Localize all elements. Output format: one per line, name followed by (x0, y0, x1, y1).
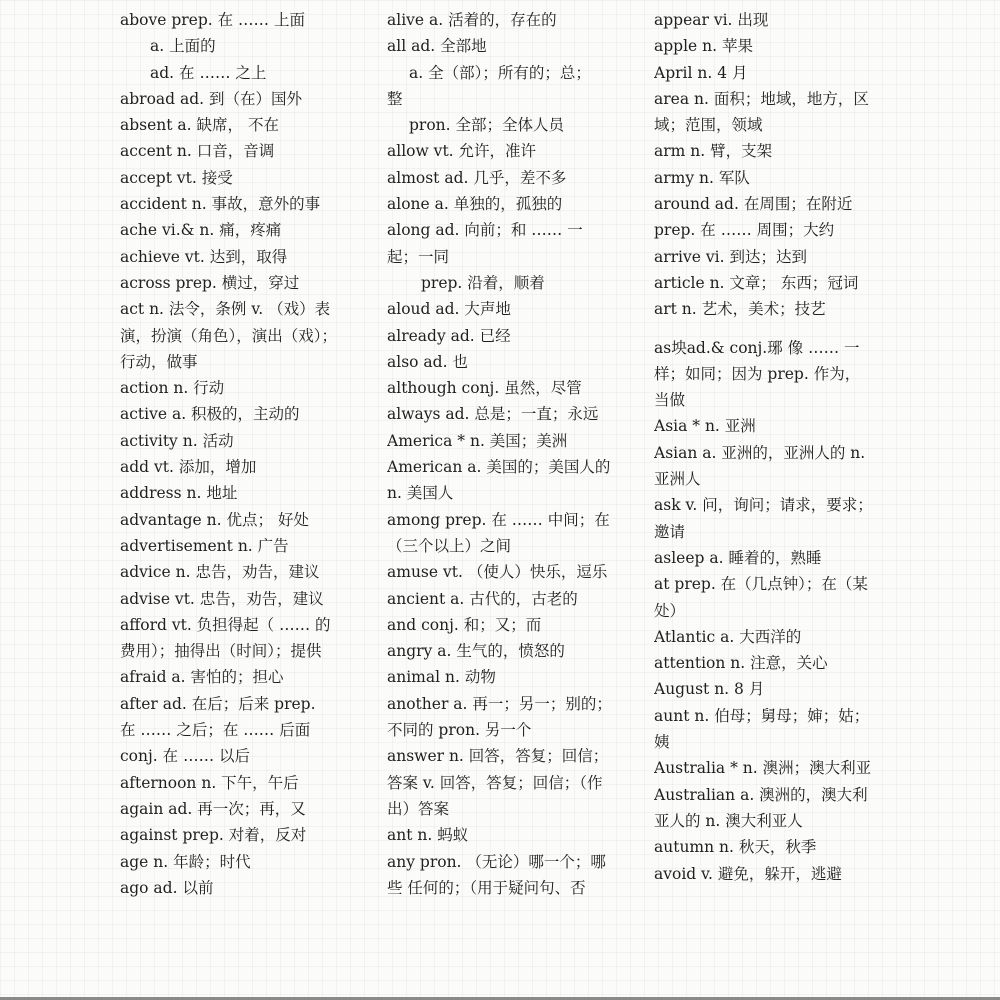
entry-line: alone a. 单独的，孤独的 (387, 195, 563, 214)
entry-line: answer n. 回答，答复；回信； (387, 747, 609, 766)
entry-line: a. 上面的 (150, 37, 216, 56)
entry-line: 些 任何的；（用于疑问句、否 (387, 878, 586, 897)
entry-line: 答案 v. 回答，答复；回信；（作 (387, 773, 603, 792)
vocab-column-3 (654, 7, 886, 887)
entry-line: accent n. 口音，音调 (120, 142, 275, 161)
entry-line: allow vt. 允许，准许 (387, 142, 537, 161)
entry-line: almost ad. 几乎，差不多 (387, 168, 567, 187)
entry-line: army n. 军队 (654, 168, 750, 187)
entry-line: 费用）；抽得出（时间）；提供 (120, 642, 322, 661)
entry-line: 不同的 pron. 另一个 (387, 721, 532, 740)
entry-line: Atlantic a. 大西洋的 (654, 627, 802, 646)
entry-line: all ad. 全部地 (387, 37, 487, 56)
entry-line: act n. 法令，条例 v. （戏）表 (120, 300, 331, 319)
entry-line: 在 …… 之后；在 …… 后面 (120, 721, 311, 740)
entry-line: a. 全（部）；所有的；总； (409, 63, 591, 82)
entry-line: add vt. 添加，增加 (120, 458, 257, 477)
entry-line: advice n. 忠告，劝告，建议 (120, 563, 320, 582)
entry-line: also ad. 也 (387, 352, 468, 371)
entry-line: prep. 沿着，顺着 (421, 273, 545, 292)
entry-line: 邀请 (654, 522, 686, 541)
entry-line: achieve vt. 达到，取得 (120, 247, 288, 266)
entry-line: again ad. 再一次；再，又 (120, 799, 306, 818)
entry-line: arrive vi. 到达；达到 (654, 247, 807, 266)
entry-line: Asia * n. 亚洲 (654, 417, 756, 436)
entry-line: alive a. 活着的，存在的 (387, 11, 557, 29)
entry-line: among prep. 在 …… 中间；在 (387, 510, 610, 529)
entry-line: 样；如同；因为 prep. 作为， (654, 364, 861, 383)
entry-line: another a. 再一；另一；别的； (387, 694, 612, 713)
entry-line: as坱ad.& conj.琊 像 …… 一 (654, 338, 860, 357)
entry-line: （三个以上）之间 (387, 536, 512, 555)
entry-line: already ad. 已经 (387, 326, 511, 345)
entry-line: along ad. 向前；和 …… 一 (387, 221, 583, 240)
entry-line: animal n. 动物 (387, 668, 496, 687)
entry-line: 起；一同 (387, 247, 450, 266)
entry-line: 亚洲人 (654, 470, 701, 489)
entry-line: at prep. 在（几点钟）；在（某 (654, 575, 868, 594)
entry-line: pron. 全部；全体人员 (409, 116, 565, 135)
vocab-column-1 (120, 7, 356, 901)
entry-line: autumn n. 秋天，秋季 (654, 838, 817, 857)
entry-line: aloud ad. 大声地 (387, 300, 511, 319)
entry-line: apple n. 苹果 (654, 37, 753, 56)
entry-line: 处） (654, 601, 686, 620)
entry-line: active a. 积极的，主动的 (120, 405, 300, 424)
entry-line: Australian a. 澳洲的，澳大利 (654, 785, 868, 804)
entry-line: across prep. 横过，穿过 (120, 273, 300, 292)
entry-line: afternoon n. 下午，午后 (120, 773, 299, 792)
entry-line: ant n. 蚂蚁 (387, 826, 469, 845)
entry-line: advantage n. 优点； 好处 (120, 510, 309, 529)
entry-line: address n. 地址 (120, 484, 238, 503)
entry-line: 出）答案 (387, 799, 450, 818)
entry-line: although conj. 虽然，尽管 (387, 379, 582, 398)
entry-line: ago ad. 以前 (120, 878, 214, 897)
entry-line: action n. 行动 (120, 379, 225, 398)
entry-line: around ad. 在周围；在附近 (654, 195, 853, 214)
entry-line: advise vt. 忠告，劝告，建议 (120, 589, 324, 608)
entry-line: article n. 文章； 东西；冠词 (654, 273, 859, 292)
entry-line: American a. 美国的；美国人的 (387, 458, 611, 477)
entry-line: ache vi.& n. 痛，疼痛 (120, 221, 282, 240)
entry-line: attention n. 注意，关心 (654, 654, 828, 673)
entry-line: always ad. 总是；一直；永远 (387, 405, 599, 424)
entry-line: advertisement n. 广告 (120, 536, 289, 555)
entry-line: 演，扮演（角色），演出（戏）； (120, 326, 338, 345)
entry-line: 域；范围，领域 (654, 116, 763, 135)
entry-line: activity n. 活动 (120, 431, 234, 450)
entry-line: against prep. 对着，反对 (120, 826, 307, 845)
entry-line: and conj. 和；又；而 (387, 615, 542, 634)
entry-line: 姨 (654, 733, 670, 752)
entry-line: prep. 在 …… 周围；大约 (654, 221, 835, 240)
entry-line: amuse vt. （使人）快乐，逗乐 (387, 563, 608, 582)
entry-line: conj. 在 …… 以后 (120, 747, 251, 766)
entry-line: asleep a. 睡着的，熟睡 (654, 548, 822, 567)
vocab-column-2 (387, 7, 621, 901)
entry-line: above prep. 在 …… 上面 (120, 11, 305, 29)
entry-line: 行动，做事 (120, 352, 198, 371)
entry-line: 当做 (654, 391, 686, 410)
entry-line: avoid v. 避免，躲开，逃避 (654, 864, 842, 883)
entry-line: April n. 4 月 (654, 63, 748, 82)
entry-line: angry a. 生气的，愤怒的 (387, 642, 565, 661)
entry-line: 整 (387, 89, 403, 108)
entry-line: Asian a. 亚洲的，亚洲人的 n. (654, 443, 866, 462)
entry-line: afraid a. 害怕的；担心 (120, 668, 284, 687)
entry-line: appear vi. 出现 (654, 11, 769, 29)
entry-line: accident n. 事故，意外的事 (120, 195, 321, 214)
entry-line: ad. 在 …… 之上 (150, 63, 267, 82)
entry-line: after ad. 在后；后来 prep. (120, 694, 316, 713)
entry-line: any pron. （无论）哪一个；哪 (387, 852, 606, 871)
entry-line: aunt n. 伯母；舅母；婶；姑； (654, 706, 870, 725)
entry-line: accept vt. 接受 (120, 168, 233, 187)
entry-line: art n. 艺术，美术；技艺 (654, 300, 826, 319)
entry-line: absent a. 缺席， 不在 (120, 116, 279, 135)
entry-line: arm n. 臂，支架 (654, 142, 773, 161)
entry-line: age n. 年龄；时代 (120, 852, 251, 871)
entry-line: America * n. 美国；美洲 (387, 431, 568, 450)
entry-line: ancient a. 古代的，古老的 (387, 589, 578, 608)
entry-line: Australia * n. 澳洲；澳大利亚 (654, 759, 872, 778)
entry-line: n. 美国人 (387, 484, 454, 503)
entry-line: 亚人的 n. 澳大利亚人 (654, 811, 803, 830)
entry-line: afford vt. 负担得起（ …… 的 (120, 615, 331, 634)
entry-line: ask v. 问，询问；请求，要求； (654, 496, 873, 515)
entry-line: area n. 面积；地域，地方，区 (654, 89, 869, 108)
entry-line: abroad ad. 到（在）国外 (120, 89, 303, 108)
entry-line: August n. 8 月 (654, 680, 765, 699)
